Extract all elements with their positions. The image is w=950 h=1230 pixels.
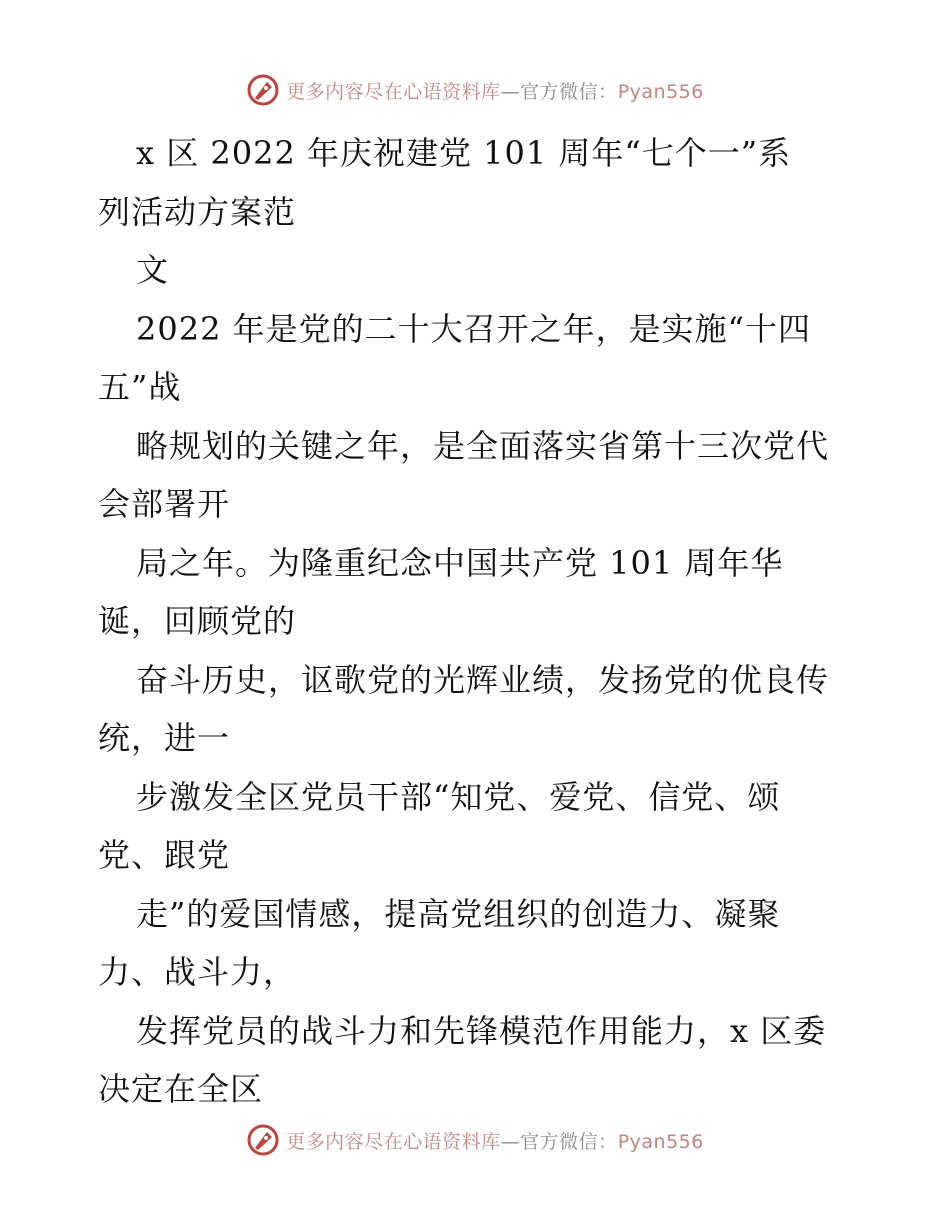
paragraph-line: 决定在全区 [98,1070,264,1108]
paragraph-line: 走”的爱国情感，提高党组织的创造力、凝聚 [136,894,781,933]
paragraph-line: 力、战斗力， [98,953,297,991]
document-body [98,124,858,1119]
watermark-official: —官方微信： [500,80,618,103]
pen-nib-logo-icon [246,1123,280,1157]
paragraph-line: 局之年。为隆重纪念中国共产党 101 周年华 [136,543,784,582]
paragraph-line: 文 [136,251,170,289]
paragraph-line: 发挥党员的战斗力和先锋模范作用能力，x 区委 [136,1011,827,1050]
paragraph-line: 列活动方案范 [98,192,297,231]
header-watermark [0,70,950,110]
watermark-id: Pyan556 [617,80,704,103]
watermark-brand: 更多内容尽在心语资料库 [286,80,501,103]
watermark-text [286,1127,704,1154]
paragraph-line: 会部署开 [98,485,231,523]
watermark-id: Pyan556 [617,1130,704,1153]
watermark-official: —官方微信： [500,1130,618,1153]
paragraph-line: 党、跟党 [98,836,231,874]
paragraph-line: 奋斗历史，讴歌党的光辉业绩，发扬党的优良传 [136,660,830,699]
paragraph-line: 步激发全区党员干部“知党、爱党、信党、颂 [136,777,781,816]
footer-watermark [0,1120,950,1160]
paragraph-line: x 区 2022 年庆祝建党 101 周年“七个一”系 [136,134,792,172]
paragraph-line: 略规划的关键之年，是全面落实省第十三次党代 [136,426,830,465]
paragraph-line: 2022 年是党的二十大召开之年，是实施“十四 [136,309,811,348]
watermark-brand: 更多内容尽在心语资料库 [286,1130,501,1153]
paragraph-line: 诞，回顾党的 [98,602,297,640]
paragraph-line: 统，进一 [98,719,231,757]
paragraph-line: 五”战 [98,368,182,406]
pen-nib-logo-icon [246,73,280,107]
watermark-text [286,77,704,104]
